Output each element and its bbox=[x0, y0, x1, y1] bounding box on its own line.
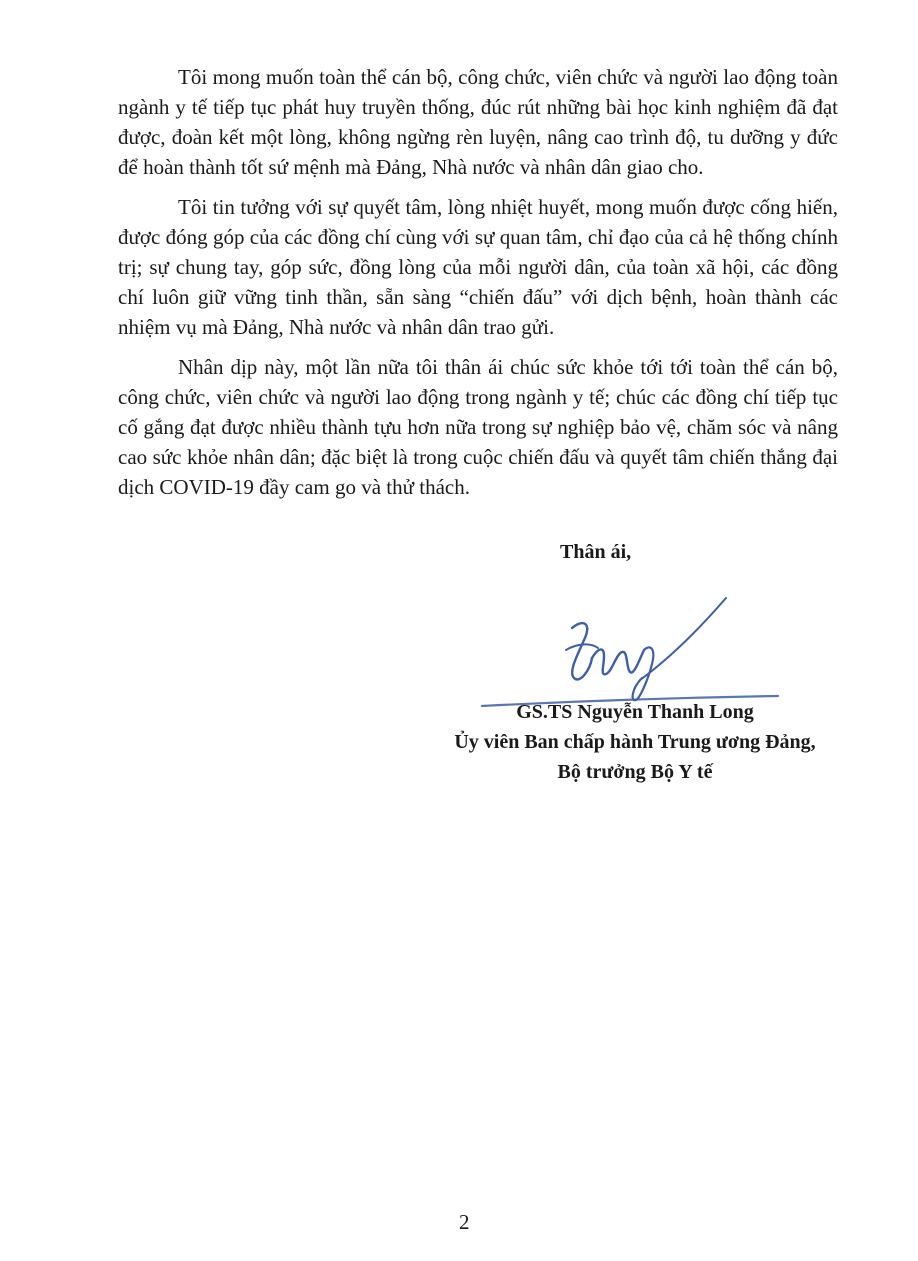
page-number: 2 bbox=[459, 1210, 470, 1234]
signer-block bbox=[400, 697, 870, 787]
paragraph-2: Tôi tin tưởng với sự quyết tâm, lòng nhiệt huyết, mong muốn được cống hiến, được đóng góp của các đồng chí cùng với sự quan tâm, chỉ đạo của cả hệ thống chính trị; sự chung tay, góp sức, đồng lòng của mỗi người dân, của toàn xã hội, các đồng chí luôn giữ vững tinh thần, sẵn sàng “chiến đấu” với dịch bệnh, hoàn thành các nhiệm vụ mà Đảng, Nhà nước và nhân dân trao gửi. bbox=[118, 195, 838, 339]
paragraph-1: Tôi mong muốn toàn thể cán bộ, công chức, viên chức và người lao động toàn ngành y tế tiếp tục phát huy truyền thống, đúc rút những bài học kinh nghiệm đã đạt được, đoàn kết một lòng, không ngừng rèn luyện, nâng cao trình độ, tu dưỡng y đức để hoàn thành tốt sứ mệnh mà Đảng, Nhà nước và nhân dân giao cho. bbox=[118, 65, 838, 179]
signer-title-line2: Bộ trưởng Bộ Y tế bbox=[557, 761, 713, 783]
closing-salutation: Thân ái, bbox=[560, 541, 632, 563]
signer-name: GS.TS Nguyễn Thanh Long bbox=[516, 701, 754, 723]
paragraph-3: Nhân dịp này, một lần nữa tôi thân ái chúc sức khỏe tới tới toàn thể cán bộ, công chức, viên chức và người lao động trong ngành y tế; chúc các đồng chí tiếp tục cố gắng đạt được nhiều thành tựu hơn nữa trong sự nghiệp bảo vệ, chăm sóc và nâng cao sức khỏe nhân dân; đặc biệt là trong cuộc chiến đấu và quyết tâm chiến thắng đại dịch COVID-19 đầy cam go và thử thách. bbox=[118, 355, 838, 499]
letter-body bbox=[118, 62, 838, 512]
signer-title-line1: Ủy viên Ban chấp hành Trung ương Đảng, bbox=[454, 731, 816, 753]
